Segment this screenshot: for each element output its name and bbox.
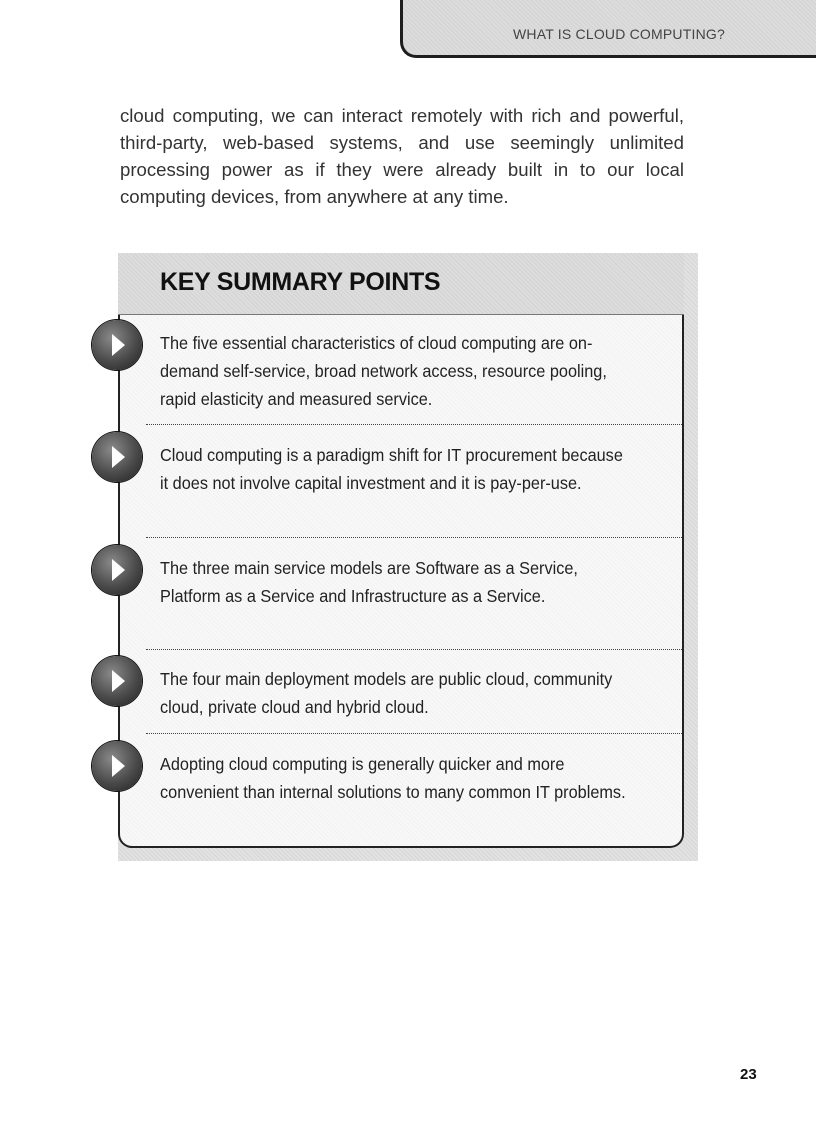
chapter-title: WHAT IS CLOUD COMPUTING? [513, 26, 725, 42]
summary-point-5: Adopting cloud computing is generally quicker and more convenient than internal solutions to many common IT problems. [160, 754, 626, 802]
summary-point-3: The three main service models are Software as a Service, Platform as a Service and Infrastructure as a Service. [160, 558, 578, 606]
summary-divider [146, 733, 682, 734]
play-arrow-icon [92, 741, 142, 791]
summary-divider [146, 649, 682, 650]
summary-divider [146, 424, 682, 425]
intro-paragraph [120, 102, 684, 210]
summary-point-2: Cloud computing is a paradigm shift for IT procurement because it does not involve capital investment and it is pay-per-use. [160, 445, 623, 493]
page-number: 23 [740, 1066, 757, 1083]
play-arrow-icon [92, 545, 142, 595]
play-arrow-icon [92, 320, 142, 370]
summary-title: KEY SUMMARY POINTS [160, 268, 441, 296]
intro-text: cloud computing, we can interact remotely with rich and powerful, third-party, web-based systems, and use seemingly unlimited processing power as if they were already built in to our local computing devices, from anywhere at any time. [120, 105, 684, 207]
summary-point-1: The five essential characteristics of cloud computing are on-demand self-service, broad network access, resource pooling, rapid elasticity and measured service. [160, 333, 607, 409]
chapter-header-tab [400, 0, 816, 58]
play-arrow-icon [92, 432, 142, 482]
play-arrow-icon [92, 656, 142, 706]
summary-point-4: The four main deployment models are public cloud, community cloud, private cloud and hybrid cloud. [160, 669, 613, 717]
summary-divider [146, 537, 682, 538]
